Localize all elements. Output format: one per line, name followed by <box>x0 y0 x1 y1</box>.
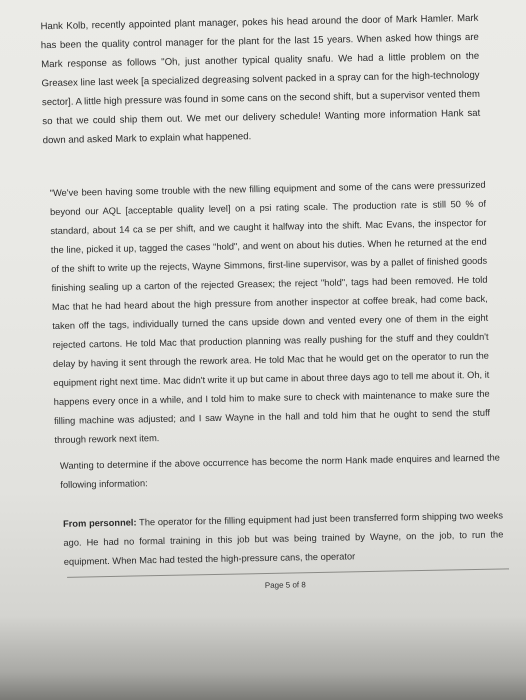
personnel-heading: From personnel: <box>62 517 137 529</box>
page-number: Page 5 of 8 <box>264 580 306 591</box>
paragraph-intro: Hank Kolb, recently appointed plant manager, pokes his head around the door of Mark Hamler. Mark has been the quality control manager for the plant for the last 15 years. When asked how things are Mark response as follows "Oh, just another typical quality snafu. We had a little problem on the Greasex line last week [a specialized degreasing solvent packed in a spray can for the high-technology sector]. A little high pressure was found in some cans on the second shift, but a supervisor vented them so that we could ship them out. We met our delivery schedule! Wanting more information Hank sat down and asked Mark to explain what happened. <box>40 12 481 147</box>
paragraph-enquiry: Wanting to determine if the above occurrence has become the norm Hank made enquires and learned the following information: <box>59 452 500 490</box>
paragraph-mark-explanation: "We've been having some trouble with the new filling equipment and some of the cans were pressurized beyond our AQL [acceptable quality level] on a psi rating scale. The production rate is still 50 % of standard, about 14 ca se per shift, and we caught it halfway into the shift. Mac Evans, the inspector for the line, picked it up, tagged the cases "hold", and went on about his duties. When he returned at the end of the shift to write up the rejects, Wayne Simmons, first-line supervisor, was by a pallet of finished goods finishing sealing up a carton of the rejected Greasex; the reject "hold", tags had been removed. He told Mac that he had heard about the high pressure from another inspector at coffee break, had come back, taken off the tags, individually turned the cans upside down and vented every one of them in the eight rejected cartons. He told Mac that production planning was really pushing for the stuff and they couldn't delay by having it sent through the rework area. He told Mac that he would get on the operator to run the equipment right next time. Mac didn't write it up but came in about three days ago to tell me about it. Oh, it happens every once in a while, and I told him to make sure to check with maintenance to make sure the filling machine was adjusted; and I saw Wayne in the hall and told him that he ought to send the stuff through rework next item. <box>49 179 491 446</box>
paragraph-personnel <box>63 506 504 571</box>
personnel-text: The operator for the filling equipment had just been transferred form shipping two weeks ago. He had no formal training in this job but was being trained by Wayne, on the job, to run the equipment. When Mac had tested the high-pressure cans, the operator <box>63 510 504 567</box>
